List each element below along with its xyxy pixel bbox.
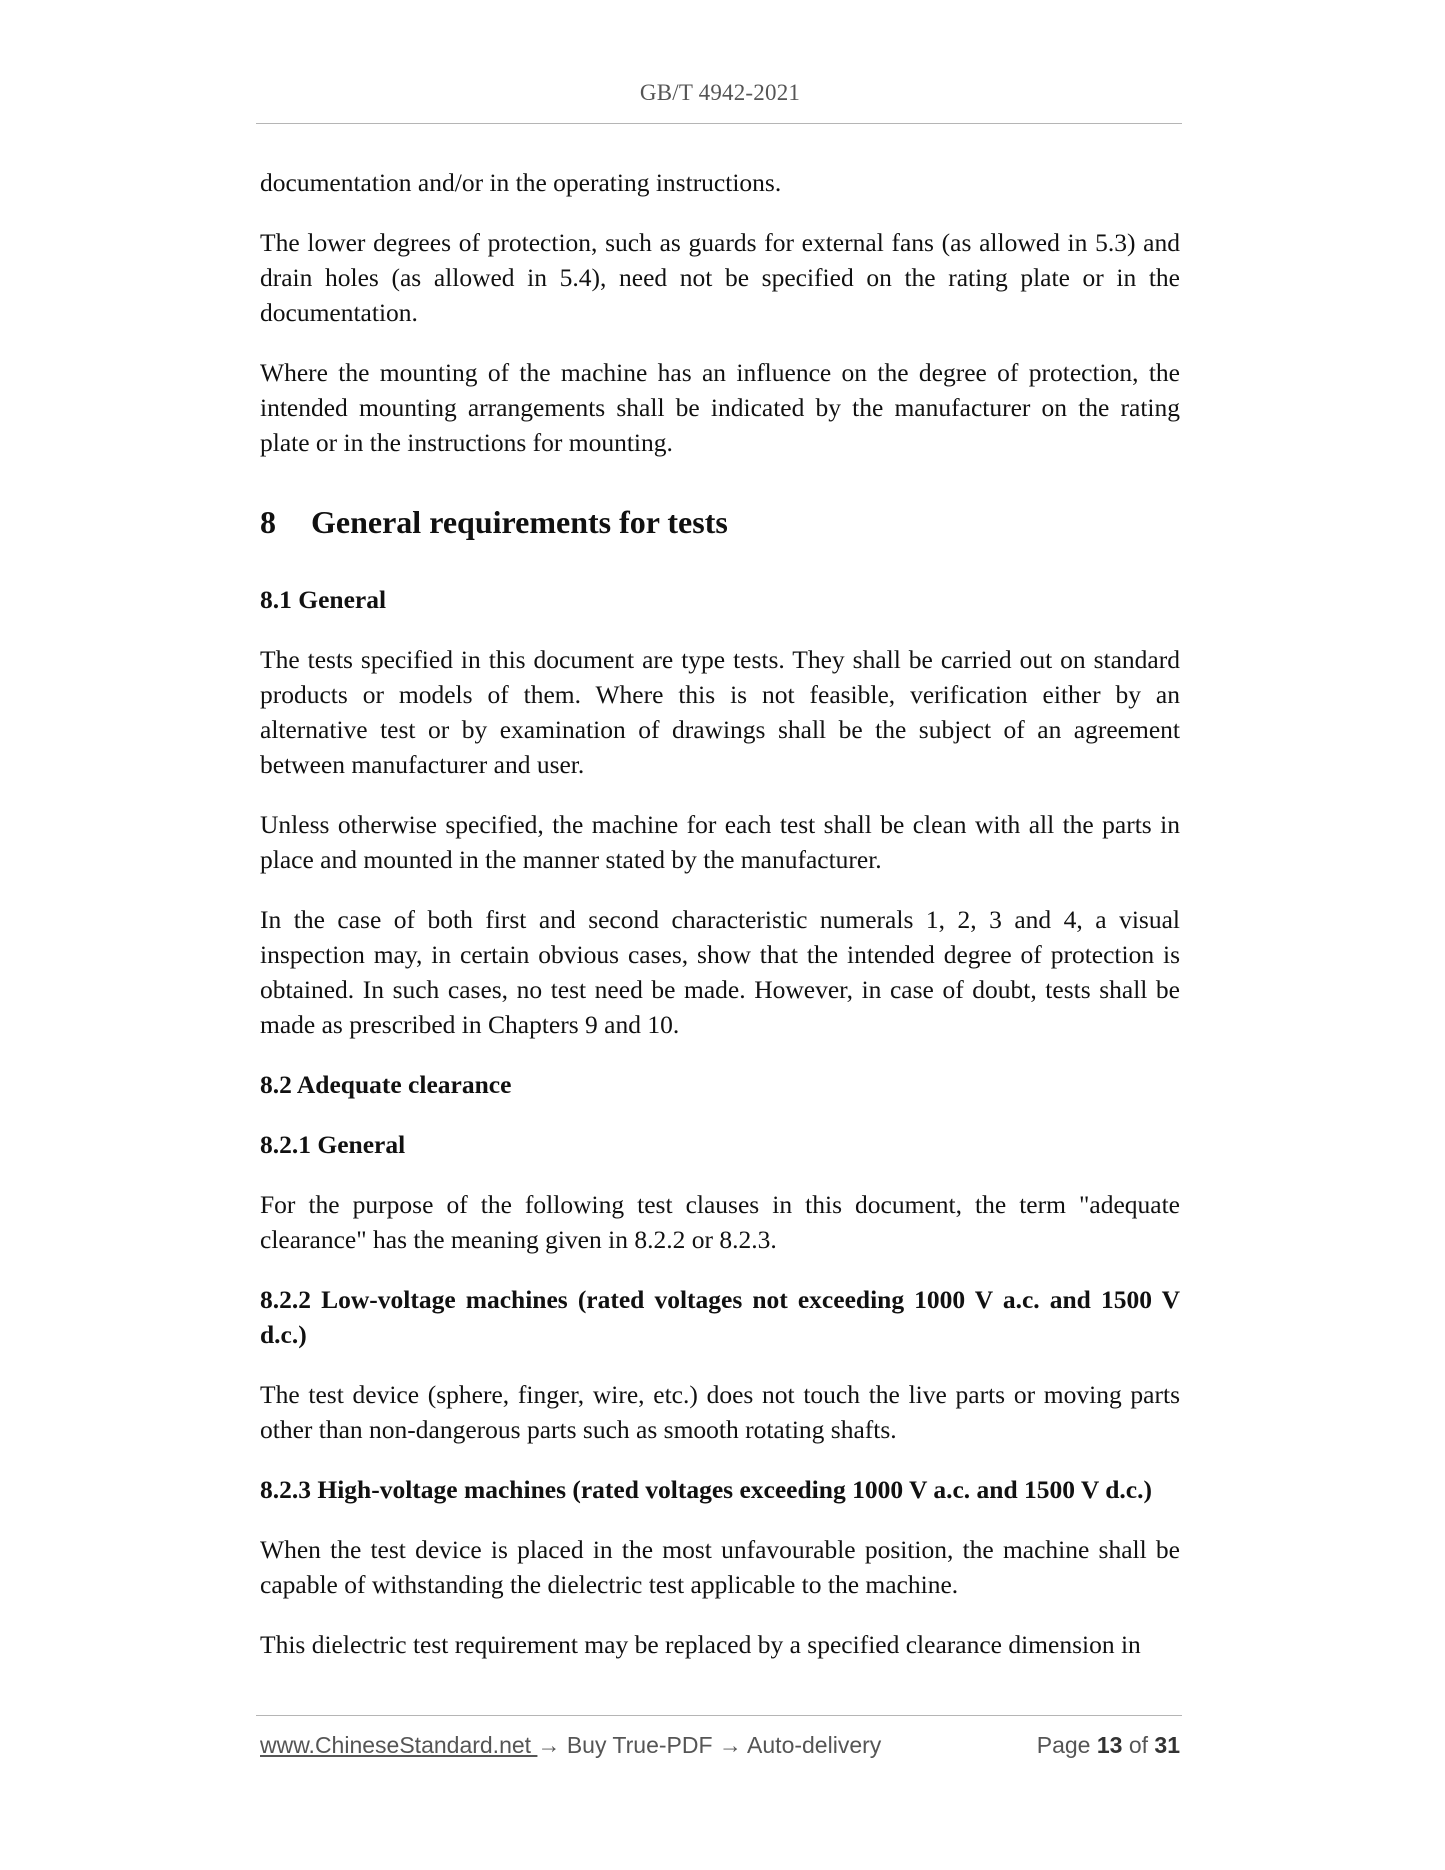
page-indicator xyxy=(1037,1732,1180,1759)
subsection-heading-8-2: 8.2 Adequate clearance xyxy=(260,1070,512,1099)
total-pages: 31 xyxy=(1154,1732,1180,1758)
page-footer xyxy=(260,1732,1180,1766)
paragraph: documentation and/or in the operating instructions. xyxy=(260,168,782,197)
page-label: Page xyxy=(1036,1732,1091,1758)
paragraph: The lower degrees of protection, such as guards for external fans (as allowed in 5.3) and drain holes (as allowed in 5.4), need not be specified on the rating plate or in the documentation. xyxy=(260,228,1180,327)
arrow-right-icon: → xyxy=(537,1732,561,1758)
section-title: General requirements for tests xyxy=(311,504,728,540)
paragraph: This dielectric test requirement may be replaced by a specified clearance dimension in xyxy=(260,1630,1141,1659)
arrow-right-icon: → xyxy=(718,1732,742,1758)
section-heading-8 xyxy=(260,502,1180,542)
subsection-heading-8-2-1: 8.2.1 General xyxy=(260,1130,406,1159)
footer-divider xyxy=(256,1715,1182,1716)
of-label: of xyxy=(1128,1732,1149,1758)
document-header-title: GB/T 4942-2021 xyxy=(639,80,801,105)
paragraph: Where the mounting of the machine has an influence on the degree of protection, the intended mounting arrangements shall be indicated by the manufacturer on the rating plate or in the instructions for mounting. xyxy=(260,358,1180,457)
website-link[interactable]: www.ChineseStandard.net xyxy=(260,1732,538,1758)
footer-purchase-line xyxy=(260,1732,881,1759)
buy-true-pdf-text: Buy True-PDF xyxy=(560,1732,719,1758)
paragraph: The tests specified in this document are type tests. They shall be carried out on standard products or models of them. Where this is not feasible, verification either by an alternative test or by examination of drawings shall be the subject of an agreement between manufacturer and user. xyxy=(260,645,1180,779)
subsection-heading-8-1: 8.1 General xyxy=(260,585,387,614)
header-divider xyxy=(256,123,1182,124)
paragraph: In the case of both first and second characteristic numerals 1, 2, 3 and 4, a visual inspection may, in certain obvious cases, show that the intended degree of protection is obtained. In such cases, no test need be made. However, in case of doubt, tests shall be made as prescribed in Chapters 9 and 10. xyxy=(260,905,1180,1039)
paragraph: Unless otherwise specified, the machine for each test shall be clean with all the parts in place and mounted in the manner stated by the manufacturer. xyxy=(260,810,1180,874)
paragraph: When the test device is placed in the most unfavourable position, the machine shall be capable of withstanding the dielectric test applicable to the machine. xyxy=(260,1535,1180,1599)
auto-delivery-text: Auto-delivery xyxy=(741,1732,882,1758)
section-number: 8 xyxy=(260,504,276,540)
subsection-heading-8-2-3: 8.2.3 High-voltage machines (rated voltages exceeding 1000 V a.c. and 1500 V d.c.) xyxy=(260,1475,1152,1504)
document-body xyxy=(260,165,1180,1687)
paragraph: The test device (sphere, finger, wire, etc.) does not touch the live parts or moving parts other than non-dangerous parts such as smooth rotating shafts. xyxy=(260,1380,1180,1444)
subsection-heading-8-2-2: 8.2.2 Low-voltage machines (rated voltages not exceeding 1000 V a.c. and 1500 V d.c.) xyxy=(260,1285,1180,1349)
paragraph: For the purpose of the following test clauses in this document, the term "adequate clearance" has the meaning given in 8.2.2 or 8.2.3. xyxy=(260,1190,1180,1254)
page-number: 13 xyxy=(1096,1732,1123,1758)
